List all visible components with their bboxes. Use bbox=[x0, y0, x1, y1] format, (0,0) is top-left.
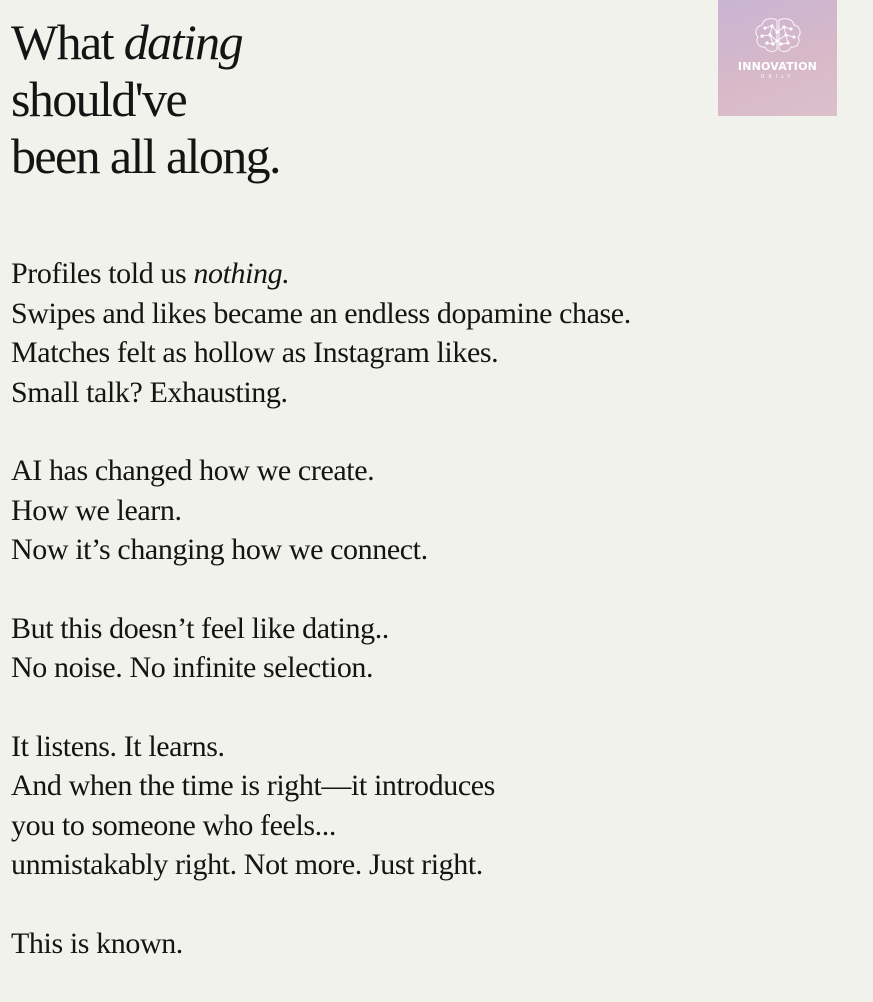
headline-prefix: What bbox=[11, 14, 124, 70]
paragraph-line: Small talk? Exhausting. bbox=[11, 375, 288, 409]
paragraph-line: Matches felt as hollow as Instagram likes. bbox=[11, 336, 499, 369]
paragraph-line: This is known. bbox=[11, 926, 183, 960]
headline-line-2: should've bbox=[11, 71, 187, 127]
paragraph-line: But this doesn’t feel like dating.. bbox=[11, 611, 389, 645]
paragraph-line: It listens. It learns. bbox=[11, 729, 225, 763]
brain-network-icon bbox=[753, 16, 803, 54]
paragraph-line: No noise. No infinite selection. bbox=[11, 651, 374, 684]
paragraph-line-emphasis: nothing. bbox=[193, 257, 290, 290]
paragraph-5 bbox=[11, 924, 866, 964]
paragraph-line: Swipes and likes became an endless dopamine chase. bbox=[11, 296, 631, 330]
paragraph-2 bbox=[11, 451, 866, 570]
logo-subtitle: DAILY bbox=[760, 74, 795, 80]
paragraph-line bbox=[11, 254, 866, 294]
paragraph-line: unmistakably right. Not more. Just right. bbox=[11, 848, 483, 881]
paragraph-line: How we learn. bbox=[11, 493, 182, 527]
paragraph-4 bbox=[11, 727, 866, 885]
headline-line-1 bbox=[11, 14, 280, 71]
paragraph-1 bbox=[11, 254, 866, 412]
paragraph-line-prefix: Profiles told us bbox=[11, 257, 194, 290]
headline bbox=[11, 14, 280, 185]
paragraph-line: you to someone who feels... bbox=[11, 808, 336, 842]
headline-emphasis: dating bbox=[123, 14, 242, 70]
body-text bbox=[11, 254, 866, 1002]
paragraph-line: Now it’s changing how we connect. bbox=[11, 533, 428, 566]
innovation-daily-logo bbox=[718, 0, 837, 116]
headline-line-3: been all along. bbox=[11, 128, 280, 184]
logo-name: INNOVATION bbox=[737, 60, 818, 73]
paragraph-line: And when the time is right—it introduces bbox=[11, 769, 495, 802]
paragraph-line: AI has changed how we create. bbox=[11, 454, 375, 487]
paragraph-3 bbox=[11, 609, 866, 688]
